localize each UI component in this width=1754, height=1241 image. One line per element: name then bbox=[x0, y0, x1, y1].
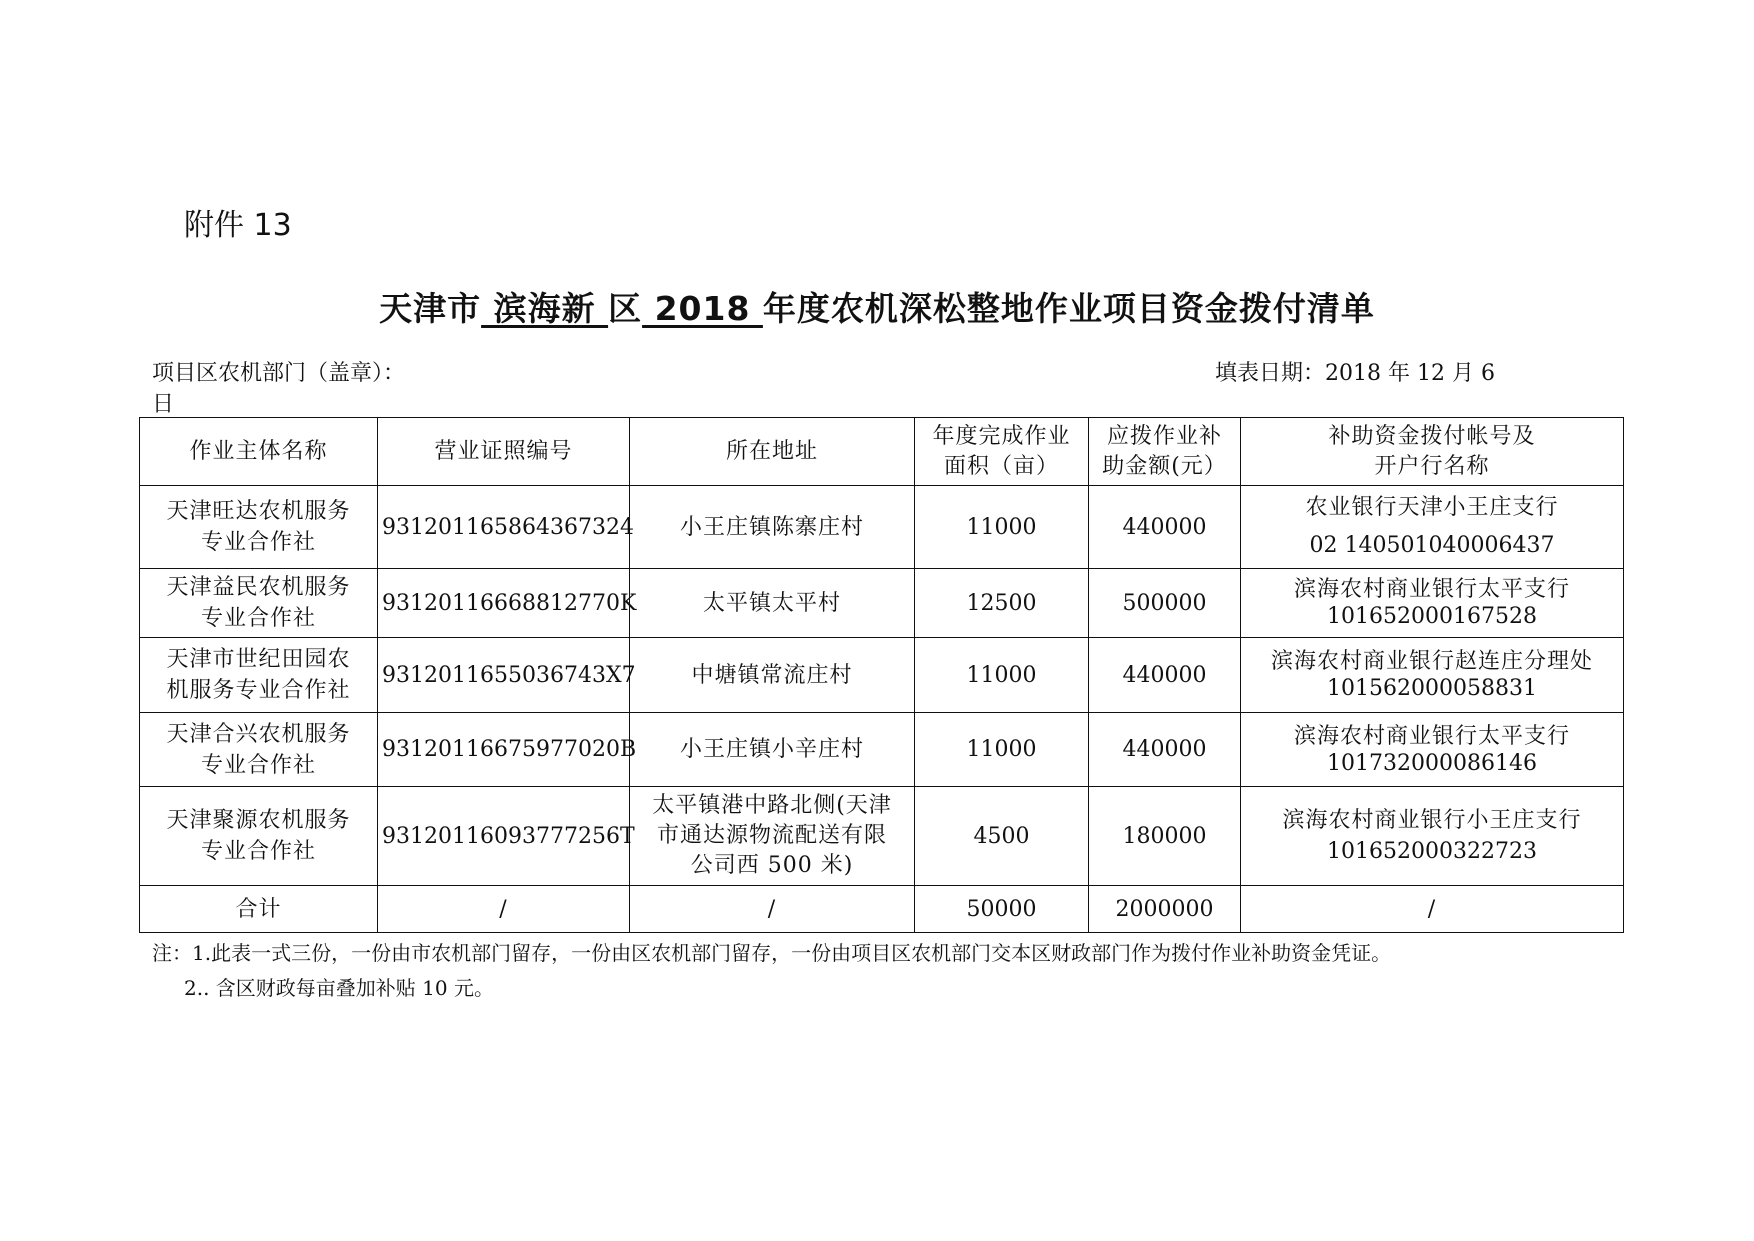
cell-name bbox=[140, 638, 378, 713]
account-number: 101732000086146 bbox=[1327, 750, 1537, 776]
funding-table bbox=[139, 417, 1624, 933]
cell-amount: 440000 bbox=[1089, 713, 1241, 787]
cell-license: 9312011655036743X7 bbox=[378, 638, 630, 713]
account-number: 101652000167528 bbox=[1327, 604, 1537, 629]
table-row bbox=[140, 787, 1624, 886]
cell-account bbox=[1241, 486, 1624, 569]
bank-name: 滨海农村商业银行小王庄支行 bbox=[1282, 808, 1582, 833]
cell-address: 小王庄镇陈寨庄村 bbox=[630, 486, 915, 569]
bank-name: 农业银行天津小王庄支行 bbox=[1305, 495, 1559, 520]
name-line1: 天津市世纪田园农 bbox=[166, 647, 351, 672]
header-area-line1: 年度完成作业 bbox=[932, 423, 1071, 449]
cell-amount: 440000 bbox=[1089, 486, 1241, 569]
header-account-line2: 开户行名称 bbox=[1374, 453, 1490, 479]
cell-area: 11000 bbox=[915, 713, 1089, 787]
cell-name bbox=[140, 569, 378, 638]
name-line2: 机服务专业合作社 bbox=[166, 678, 351, 703]
fill-date-day: 日 bbox=[152, 392, 175, 417]
cell-license: 93120116668812770K bbox=[378, 569, 630, 638]
title-prefix: 天津市 bbox=[379, 289, 482, 328]
total-license: / bbox=[378, 886, 630, 933]
table-row bbox=[140, 569, 1624, 638]
attachment-label: 附件 13 bbox=[184, 208, 292, 243]
cell-license: 93120116675977020B bbox=[378, 713, 630, 787]
cell-account bbox=[1241, 569, 1624, 638]
total-amount: 2000000 bbox=[1089, 886, 1241, 933]
cell-area: 11000 bbox=[915, 638, 1089, 713]
cell-address bbox=[630, 787, 915, 886]
cell-name bbox=[140, 787, 378, 886]
cell-license: 93120116093777256T bbox=[378, 787, 630, 886]
cell-address: 中塘镇常流庄村 bbox=[630, 638, 915, 713]
name-line2: 专业合作社 bbox=[200, 606, 316, 631]
address-line2: 市通达源物流配送有限 bbox=[656, 823, 887, 848]
header-account-line1: 补助资金拨付帐号及 bbox=[1328, 423, 1536, 449]
cell-account bbox=[1241, 787, 1624, 886]
cell-account bbox=[1241, 638, 1624, 713]
cell-name bbox=[140, 486, 378, 569]
bank-name: 滨海农村商业银行太平支行 bbox=[1293, 577, 1570, 602]
note-1: 注：1.此表一式三份，一份由市农机部门留存，一份由区农机部门留存，一份由项目区农机部门交本区财政部门作为拨付作业补助资金凭证。 bbox=[152, 941, 1392, 965]
address-line1: 太平镇港中路北侧(天津 bbox=[652, 793, 892, 818]
cell-amount: 500000 bbox=[1089, 569, 1241, 638]
name-line2: 专业合作社 bbox=[200, 530, 316, 555]
cell-area: 4500 bbox=[915, 787, 1089, 886]
department-seal-label: 项目区农机部门（盖章）： bbox=[152, 361, 406, 386]
cell-address: 太平镇太平村 bbox=[630, 569, 915, 638]
cell-area: 12500 bbox=[915, 569, 1089, 638]
header-account bbox=[1241, 418, 1624, 486]
table-header-row bbox=[140, 418, 1624, 486]
cell-address: 小王庄镇小辛庄村 bbox=[630, 713, 915, 787]
header-address: 所在地址 bbox=[630, 418, 915, 486]
table-row bbox=[140, 638, 1624, 713]
footnotes bbox=[152, 936, 1391, 1006]
bank-name: 滨海农村商业银行赵连庄分理处 bbox=[1270, 649, 1593, 674]
header-name: 作业主体名称 bbox=[140, 418, 378, 486]
table-row bbox=[140, 486, 1624, 569]
document-title bbox=[0, 283, 1754, 330]
cell-account bbox=[1241, 713, 1624, 787]
total-account: / bbox=[1241, 886, 1624, 933]
title-year: 2018 bbox=[642, 289, 763, 328]
name-line1: 天津聚源农机服务 bbox=[166, 808, 351, 833]
account-number: 101652000322723 bbox=[1327, 839, 1537, 864]
title-suffix: 年度农机深松整地作业项目资金拨付清单 bbox=[762, 289, 1375, 328]
cell-amount: 180000 bbox=[1089, 787, 1241, 886]
total-area: 50000 bbox=[915, 886, 1089, 933]
cell-amount: 440000 bbox=[1089, 638, 1241, 713]
fill-date: 填表日期：2018 年 12 月 6 bbox=[1215, 361, 1495, 386]
header-license: 营业证照编号 bbox=[378, 418, 630, 486]
cell-license: 931201165864367324 bbox=[378, 486, 630, 569]
account-number: 101562000058831 bbox=[1327, 676, 1537, 701]
cell-area: 11000 bbox=[915, 486, 1089, 569]
table-row bbox=[140, 713, 1624, 787]
address-line3: 公司西 500 米) bbox=[690, 853, 854, 878]
note-2: 2.. 含区财政每亩叠加补贴 10 元。 bbox=[184, 976, 494, 1000]
name-line1: 天津合兴农机服务 bbox=[166, 721, 351, 747]
total-address: / bbox=[630, 886, 915, 933]
total-label: 合计 bbox=[140, 886, 378, 933]
bank-name: 滨海农村商业银行太平支行 bbox=[1293, 723, 1570, 749]
account-number: 02 140501040006437 bbox=[1309, 533, 1555, 558]
header-area-line2: 面积（亩） bbox=[943, 453, 1059, 479]
title-district: 滨海新 bbox=[481, 289, 609, 328]
name-line1: 天津益民农机服务 bbox=[166, 575, 351, 600]
header-amount-line2: 助金额(元） bbox=[1102, 453, 1227, 479]
name-line2: 专业合作社 bbox=[200, 839, 316, 864]
header-area bbox=[915, 418, 1089, 486]
name-line1: 天津旺达农机服务 bbox=[166, 499, 351, 524]
total-row bbox=[140, 886, 1624, 933]
title-mid: 区 bbox=[608, 289, 643, 328]
header-amount-line1: 应拨作业补 bbox=[1106, 423, 1222, 449]
header-amount bbox=[1089, 418, 1241, 486]
name-line2: 专业合作社 bbox=[200, 752, 316, 778]
cell-name bbox=[140, 713, 378, 787]
